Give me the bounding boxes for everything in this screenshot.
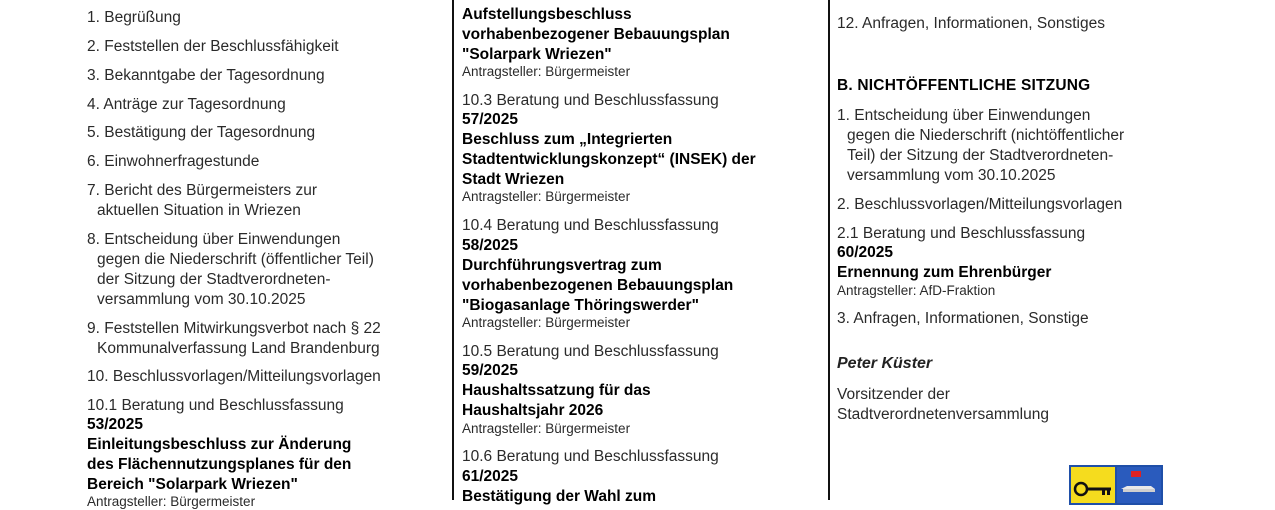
subitem-10-1-title: Einleitungsbeschluss zur Änderung des Flächennutzungsplanes für den Bereich "Solarpark Wriezen" <box>87 436 352 493</box>
subitem-10-5-heading: 10.5 Beratung und Beschlussfassung <box>462 343 719 360</box>
subitem-2-1-title: Ernennung zum Ehrenbürger <box>837 264 1052 281</box>
subitem-10-5-applicant: Antragsteller: Bürgermeister <box>462 421 631 436</box>
agenda-item-2: 2. Feststellen der Beschlussfähigkeit <box>87 38 339 55</box>
subitem-10-1-applicant: Antragsteller: Bürgermeister <box>87 494 256 509</box>
subitem-10-5-title: Haushaltssatzung für das Haushaltsjahr 2026 <box>462 382 651 419</box>
subitem-2-1-applicant: Antragsteller: AfD-Fraktion <box>837 283 996 298</box>
nonpublic-item-3: 3. Anfragen, Informationen, Sonstige <box>837 310 1089 327</box>
subitem-10-1-heading: 10.1 Beratung und Beschlussfassung <box>87 397 344 414</box>
subitem-10-3-title: Beschluss zum „Integrierten Stadtentwicklungskonzept“ (INSEK) der Stadt Wriezen <box>462 131 756 188</box>
subitem-10-4-number: 58/2025 <box>462 237 519 254</box>
agenda-item-3: 3. Bekanntgabe der Tagesordnung <box>87 67 325 84</box>
agenda-item-5: 5. Bestätigung der Tagesordnung <box>87 124 316 141</box>
agenda-item-9: 9. Feststellen Mitwirkungsverbot nach § 22 Kommunalverfassung Land Brandenburg <box>87 320 381 357</box>
subitem-10-2-title: Aufstellungsbeschluss vorhabenbezogener Bebauungsplan "Solarpark Wriezen" <box>462 6 730 63</box>
nonpublic-item-2: 2. Beschlussvorlagen/Mitteilungsvorlagen <box>837 196 1123 213</box>
subitem-2-1-heading: 2.1 Beratung und Beschlussfassung <box>837 225 1086 242</box>
subitem-10-4-title: Durchführungsvertrag zum vorhabenbezogenen Bebauungsplan "Biogasanlage Thöringswerder" <box>462 257 734 314</box>
column-divider-left <box>452 0 454 500</box>
subitem-10-4-heading: 10.4 Beratung und Beschlussfassung <box>462 217 719 234</box>
agenda-item-4: 4. Anträge zur Tagesordnung <box>87 96 286 113</box>
agenda-item-10: 10. Beschlussvorlagen/Mitteilungsvorlagen <box>87 368 381 385</box>
subitem-10-3-applicant: Antragsteller: Bürgermeister <box>462 189 631 204</box>
agenda-item-12: 12. Anfragen, Informationen, Sonstiges <box>837 15 1105 32</box>
signature-role: Vorsitzender der Stadtverordnetenversammlung <box>837 386 1049 423</box>
subitem-10-1-number: 53/2025 <box>87 416 144 433</box>
subitem-10-6-heading: 10.6 Beratung und Beschlussfassung <box>462 448 719 465</box>
subitem-10-6-number: 61/2025 <box>462 468 519 485</box>
subitem-10-3-number: 57/2025 <box>462 111 519 128</box>
subitem-2-1-number: 60/2025 <box>837 244 894 261</box>
nonpublic-item-1: 1. Entscheidung über Einwendungen gegen die Niederschrift (nichtöffentlicher Teil) der Sitzung der Stadtverordneten- versammlung vom 30.10.2025 <box>837 107 1125 184</box>
subitem-10-6-title: Bestätigung der Wahl zum <box>462 488 657 505</box>
subitem-10-4-applicant: Antragsteller: Bürgermeister <box>462 315 631 330</box>
column-divider-right <box>828 0 830 500</box>
subitem-10-2-applicant: Antragsteller: Bürgermeister <box>462 64 631 79</box>
city-logo <box>1069 465 1163 505</box>
signature-name: Peter Küster <box>837 355 933 372</box>
agenda-item-6: 6. Einwohnerfragestunde <box>87 153 260 170</box>
subitem-10-3-heading: 10.3 Beratung und Beschlussfassung <box>462 92 719 109</box>
agenda-item-8: 8. Entscheidung über Einwendungen gegen die Niederschrift (öffentlicher Teil) der Sitzung der Stadtverordneten- versammlung vom 30.10.2025 <box>87 231 374 308</box>
agenda-item-1: 1. Begrüßung <box>87 9 181 26</box>
agenda-item-7: 7. Bericht des Bürgermeisters zur aktuellen Situation in Wriezen <box>87 182 318 219</box>
subitem-10-5-number: 59/2025 <box>462 362 519 379</box>
section-heading-nonpublic: B. NICHTÖFFENTLICHE SITZUNG <box>837 77 1091 94</box>
